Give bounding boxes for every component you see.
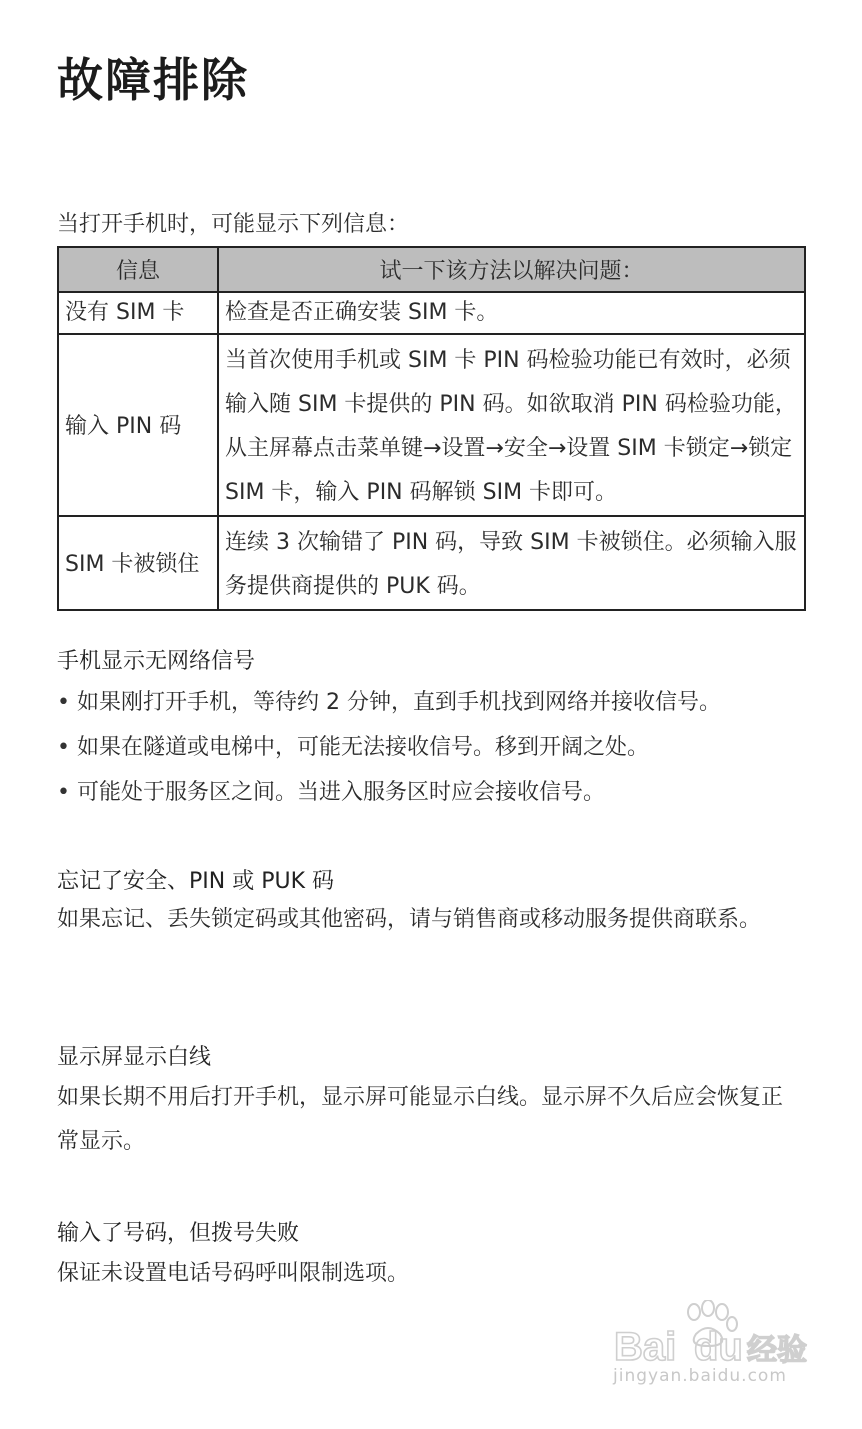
list-item-text: 如果刚打开手机，等待约 2 分钟，直到手机找到网络并接收信号。 (77, 690, 721, 715)
list-item-text: 如果在隧道或电梯中，可能无法接收信号。移到开阔之处。 (77, 735, 650, 760)
header-info: 信息 (58, 247, 218, 292)
forgot-code-text: 如果忘记、丢失锁定码或其他密码，请与销售商或移动服务提供商联系。 (57, 907, 762, 932)
no-signal-heading: 手机显示无网络信号 (57, 649, 256, 674)
bullet-icon: • (57, 690, 70, 715)
svg-text:经验: 经验 (747, 1333, 807, 1368)
bullet-icon: • (57, 735, 70, 760)
table-row (58, 292, 805, 334)
white-lines-text: 如果长期不用后打开手机，显示屏可能显示白线。显示屏不久后应会恢复正常显示。 (57, 1085, 784, 1154)
cell-info: 输入 PIN 码 (58, 334, 218, 516)
watermark-url: jingyan.baidu.com (613, 1366, 787, 1386)
baidu-paw-icon (612, 1300, 812, 1370)
list-item (57, 725, 721, 770)
cell-solution: 当首次使用手机或 SIM 卡 PIN 码检验功能已有效时，必须输入随 SIM 卡提供的 PIN 码。如欲取消 PIN 码检验功能，从主屏幕点击菜单键→设置→安全→设置 SIM 卡锁定→锁定 SIM 卡，输入 PIN 码解锁 SIM 卡即可。 (218, 334, 805, 516)
cell-solution: 连续 3 次输错了 PIN 码，导致 SIM 卡被锁住。必须输入服务提供商提供的 PUK 码。 (218, 516, 805, 610)
cell-info: 没有 SIM 卡 (58, 292, 218, 334)
list-item-text: 可能处于服务区之间。当进入服务区时应会接收信号。 (77, 780, 606, 805)
cell-solution: 检查是否正确安装 SIM 卡。 (218, 292, 805, 334)
header-solution: 试一下该方法以解决问题： (218, 247, 805, 292)
dial-fail-text: 保证未设置电话号码呼叫限制选项。 (57, 1261, 410, 1286)
cell-info: SIM 卡被锁住 (58, 516, 218, 610)
dial-fail-heading: 输入了号码，但拨号失败 (57, 1221, 300, 1246)
table-row (58, 516, 805, 610)
table-header-row (58, 247, 805, 292)
no-signal-list (57, 680, 721, 815)
white-lines-heading: 显示屏显示白线 (57, 1045, 212, 1070)
bullet-icon: • (57, 780, 70, 805)
svg-text:du: du (694, 1325, 743, 1369)
intro-text: 当打开手机时，可能显示下列信息： (57, 212, 410, 237)
forgot-code-heading: 忘记了安全、PIN 或 PUK 码 (57, 869, 334, 894)
page-title: 故障排除 (57, 53, 249, 107)
svg-text:Bai: Bai (614, 1325, 677, 1369)
troubleshooting-table (57, 246, 806, 611)
list-item (57, 680, 721, 725)
list-item (57, 770, 721, 815)
table-row (58, 334, 805, 516)
